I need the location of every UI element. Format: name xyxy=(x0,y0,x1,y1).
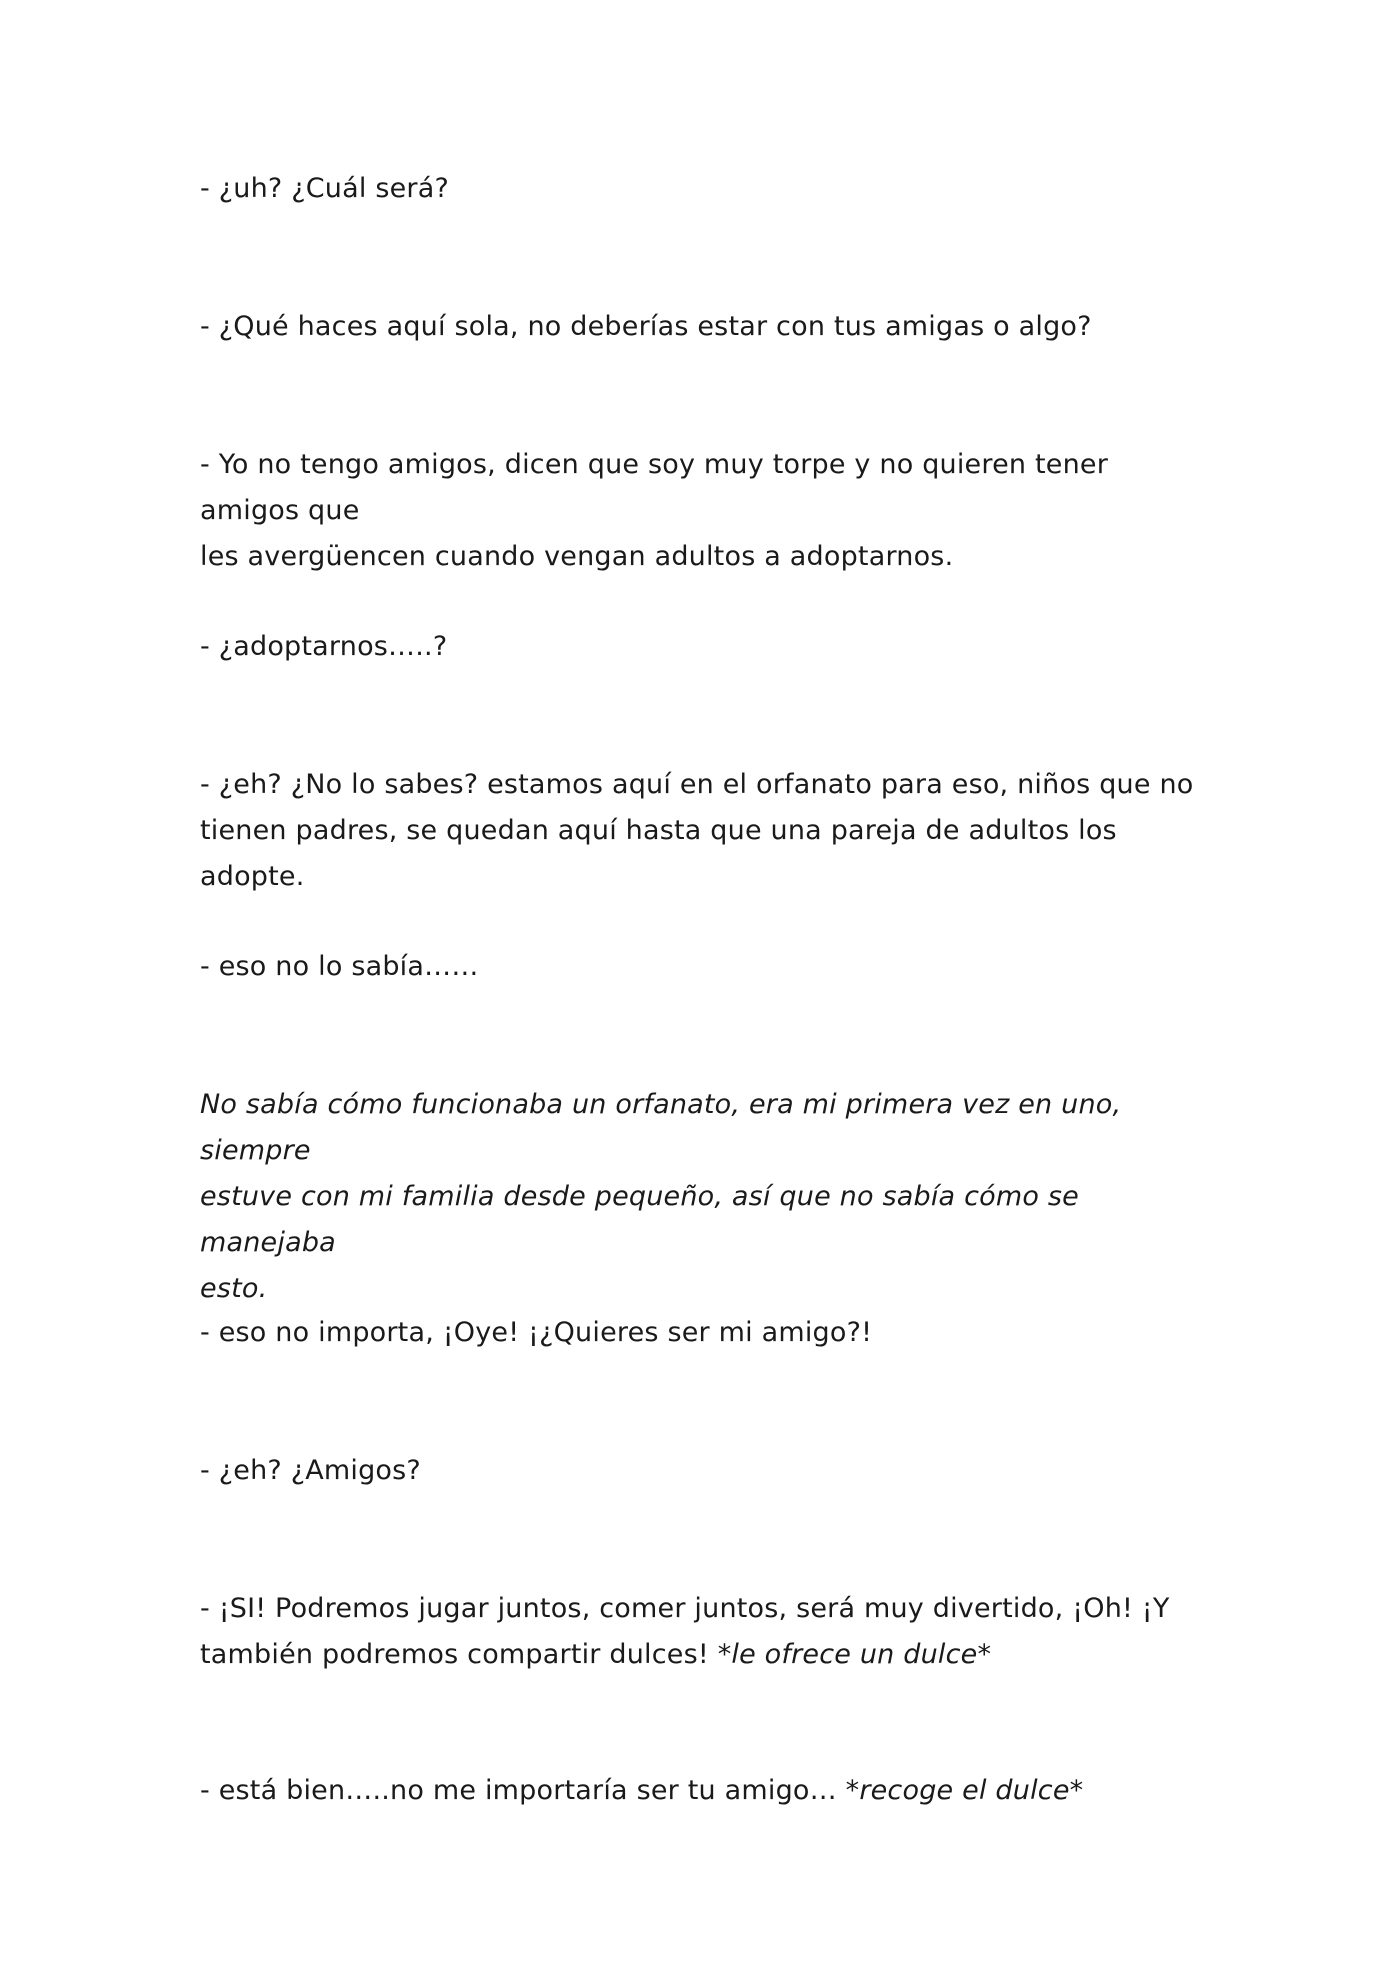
dialogue-line-2 xyxy=(200,304,1210,350)
line-text: - ¡SI! Podremos jugar juntos, comer juntos, será muy divertido, ¡Oh! ¡Y xyxy=(200,1593,1170,1624)
dialogue-line-5 xyxy=(200,762,1210,900)
dialogue-line-6 xyxy=(200,944,1210,990)
dialogue-line-11 xyxy=(200,1768,1210,1814)
line-text: - ¿eh? ¿Amigos? xyxy=(200,1455,421,1486)
line-text: - eso no importa, ¡Oye! ¡¿Quieres ser mi amigo?! xyxy=(200,1317,873,1348)
line-text: No sabía cómo funcionaba un orfanato, era mi primera vez en uno, siempre xyxy=(200,1089,1122,1166)
line-text: - ¿uh? ¿Cuál será? xyxy=(200,173,449,204)
dialogue-line-9 xyxy=(200,1448,1210,1494)
line-text: - eso no lo sabía…… xyxy=(200,951,479,982)
line-text: tienen padres, se quedan aquí hasta que una pareja de adultos los adopte. xyxy=(200,815,1117,892)
line-text: - ¿adoptarnos…..? xyxy=(200,631,448,662)
action-text: *le ofrece un dulce* xyxy=(717,1639,992,1670)
dialogue-line-10 xyxy=(200,1586,1210,1678)
line-text: - ¿eh? ¿No lo sabes? estamos aquí en el orfanato para eso, niños que no xyxy=(200,769,1194,800)
line-text: - está bien…..no me importaría ser tu amigo… xyxy=(200,1775,837,1806)
dialogue-line-1 xyxy=(200,166,1210,212)
action-text: *recoge el dulce* xyxy=(845,1775,1084,1806)
dialogue-line-3 xyxy=(200,442,1210,580)
line-text: estuve con mi familia desde pequeño, así que no sabía cómo se manejaba xyxy=(200,1181,1079,1258)
line-text: - Yo no tengo amigos, dicen que soy muy torpe y no quieren tener amigos que xyxy=(200,449,1109,526)
line-text: - ¿Qué haces aquí sola, no deberías estar con tus amigas o algo? xyxy=(200,311,1092,342)
dialogue-line-8 xyxy=(200,1310,1210,1356)
line-text: les avergüencen cuando vengan adultos a adoptarnos. xyxy=(200,541,954,572)
line-text: también podremos compartir dulces! xyxy=(200,1639,709,1670)
narration-paragraph xyxy=(200,1082,1210,1312)
line-text: esto. xyxy=(200,1273,268,1304)
dialogue-line-4 xyxy=(200,624,1210,670)
